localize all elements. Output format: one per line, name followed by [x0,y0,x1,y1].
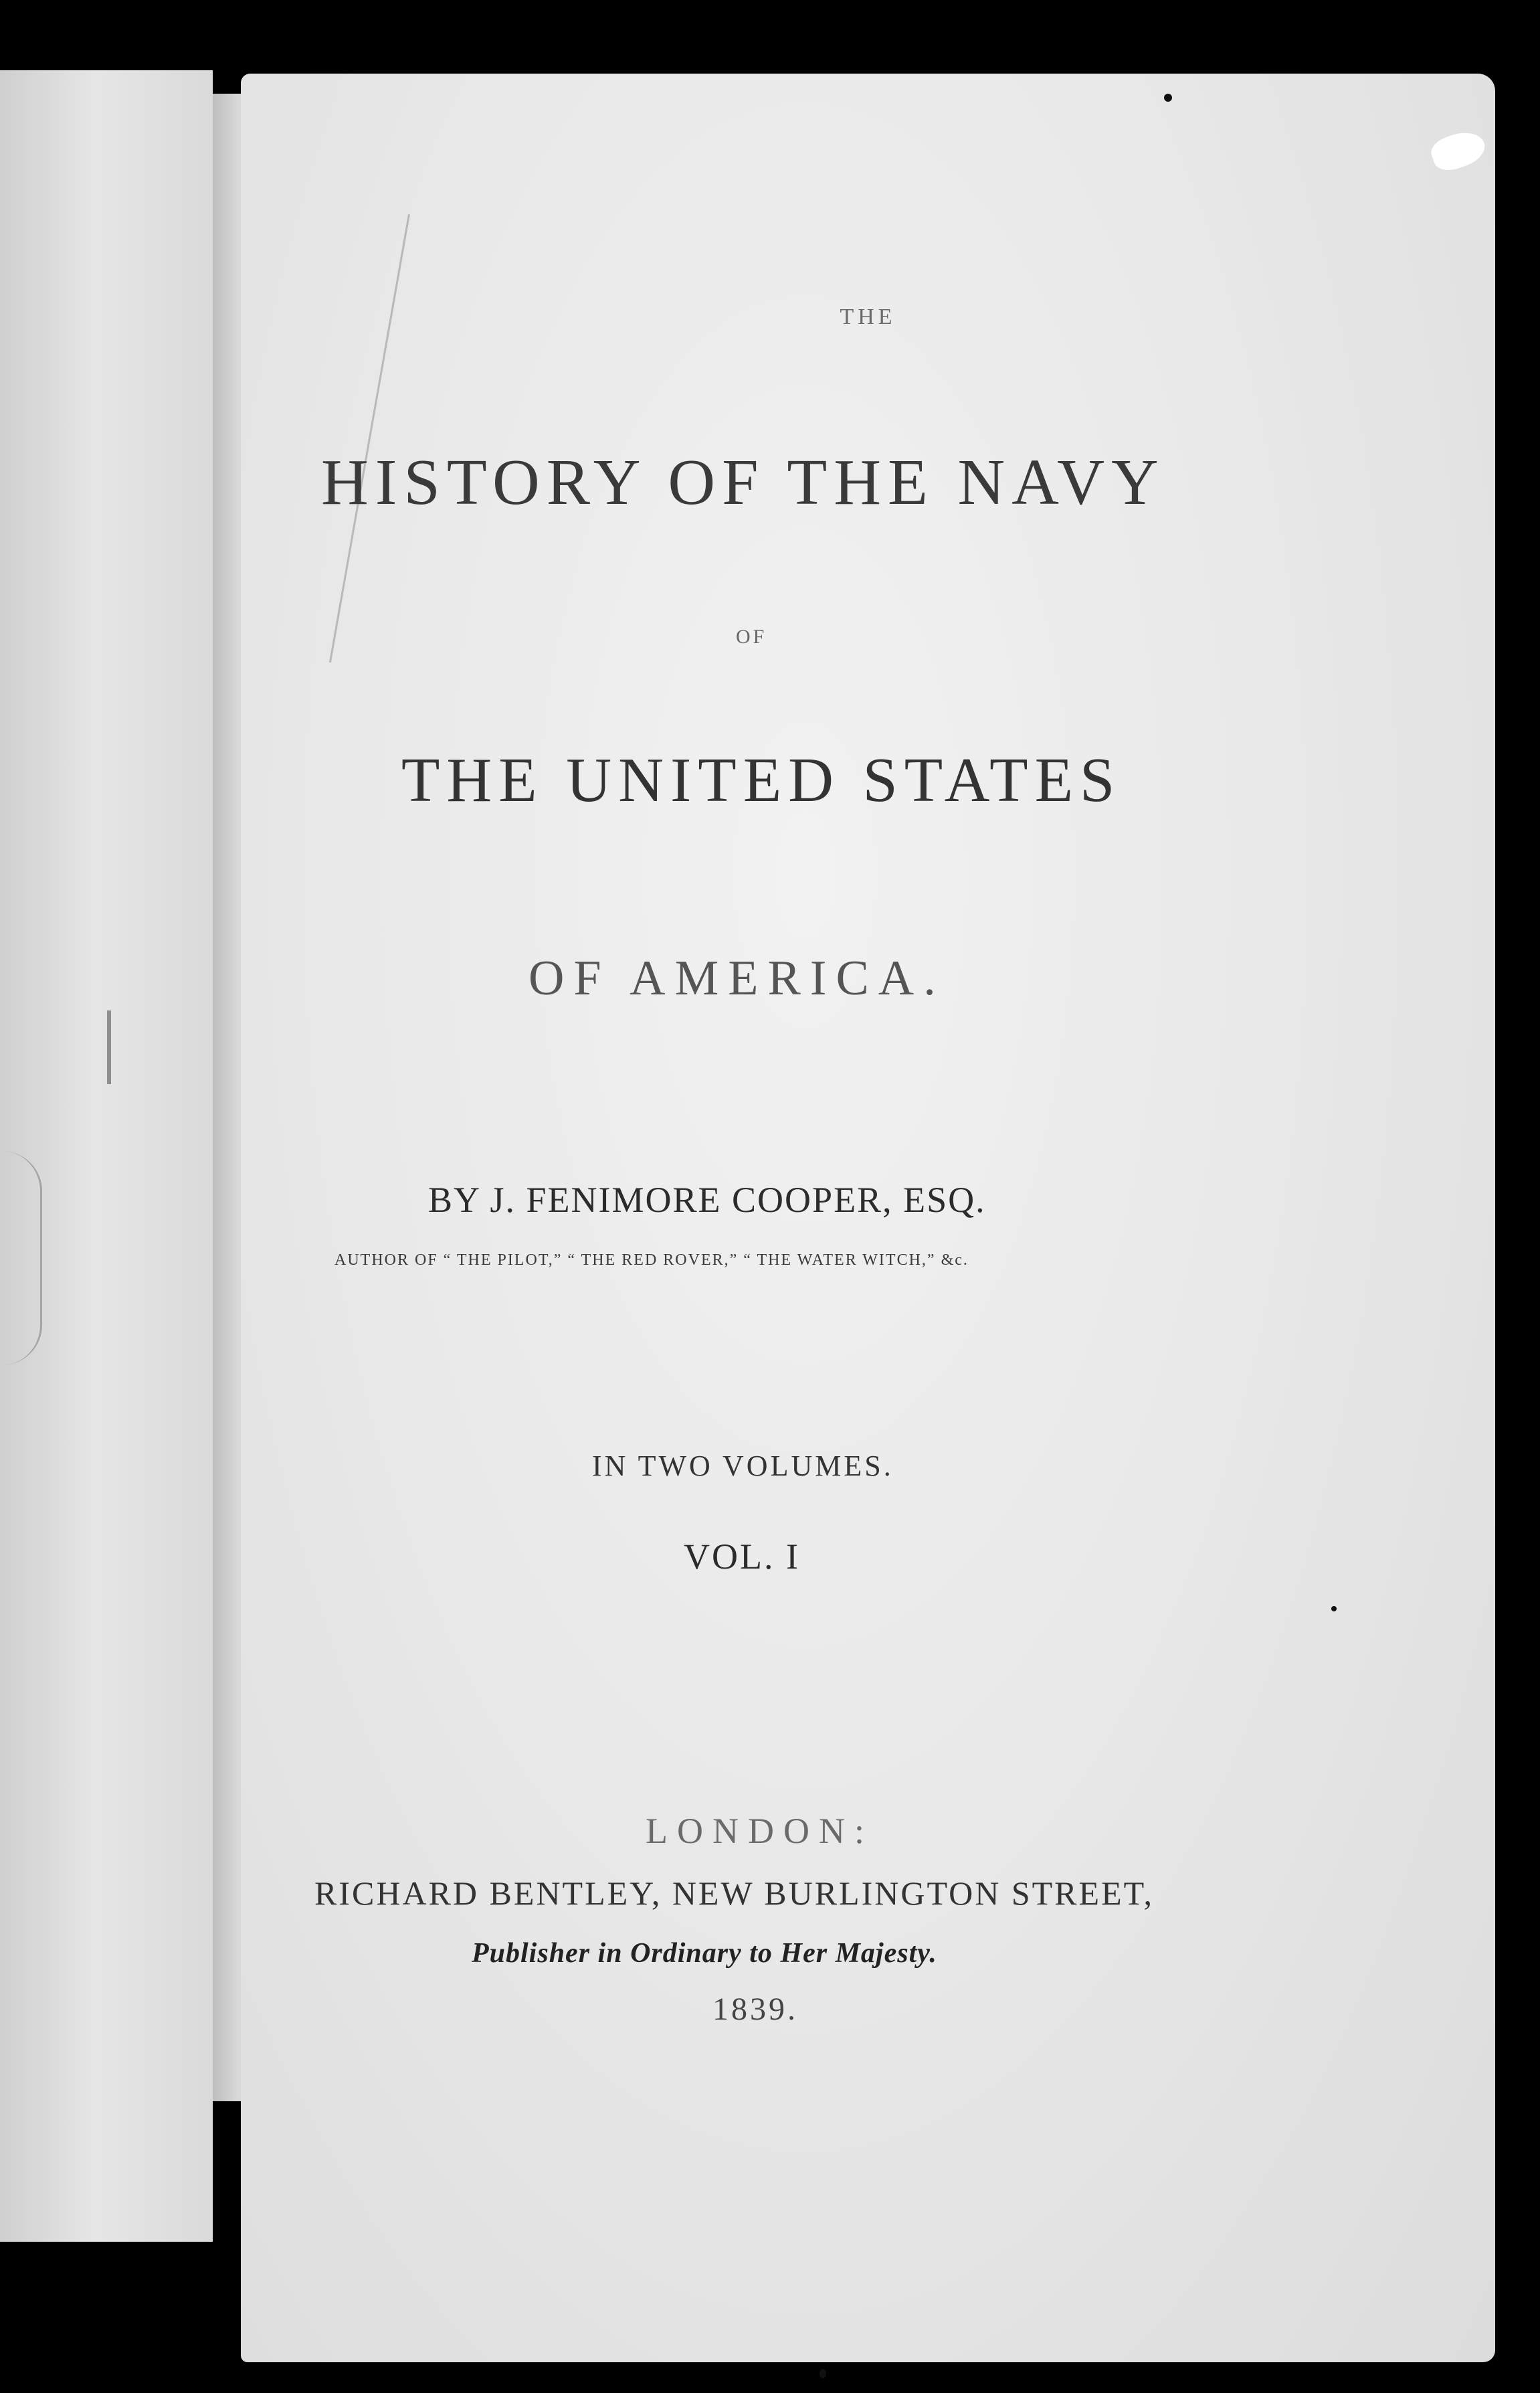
volume-number: VOL. I [684,1536,800,1577]
title-article: THE [840,304,896,329]
volume-count: IN TWO VOLUMES. [592,1449,894,1482]
left-facing-page [0,70,213,2242]
dust-speck [1164,94,1172,102]
publisher-line: RICHARD BENTLEY, NEW BURLINGTON STREET, [314,1874,1154,1912]
book-title-country: THE UNITED STATES [401,745,1122,815]
publisher-role: Publisher in Ordinary to Her Majesty. [472,1938,937,1969]
author-works-line: AUTHOR OF “ THE PILOT,” “ THE RED ROVER,” “ THE WATER WITCH,” &c. [334,1251,969,1269]
publication-city: LONDON: [646,1811,874,1851]
dust-speck [820,2369,826,2378]
book-title: HISTORY OF THE NAVY [321,446,1165,519]
publication-year: 1839. [712,1991,798,2027]
book-title-region: OF AMERICA. [528,951,945,1006]
frontispiece-fragment [0,1151,42,1365]
dust-speck [1331,1606,1337,1611]
page-mark [107,1010,111,1084]
title-connector: OF [736,626,767,648]
author-line: BY J. FENIMORE COOPER, ESQ. [428,1180,986,1220]
